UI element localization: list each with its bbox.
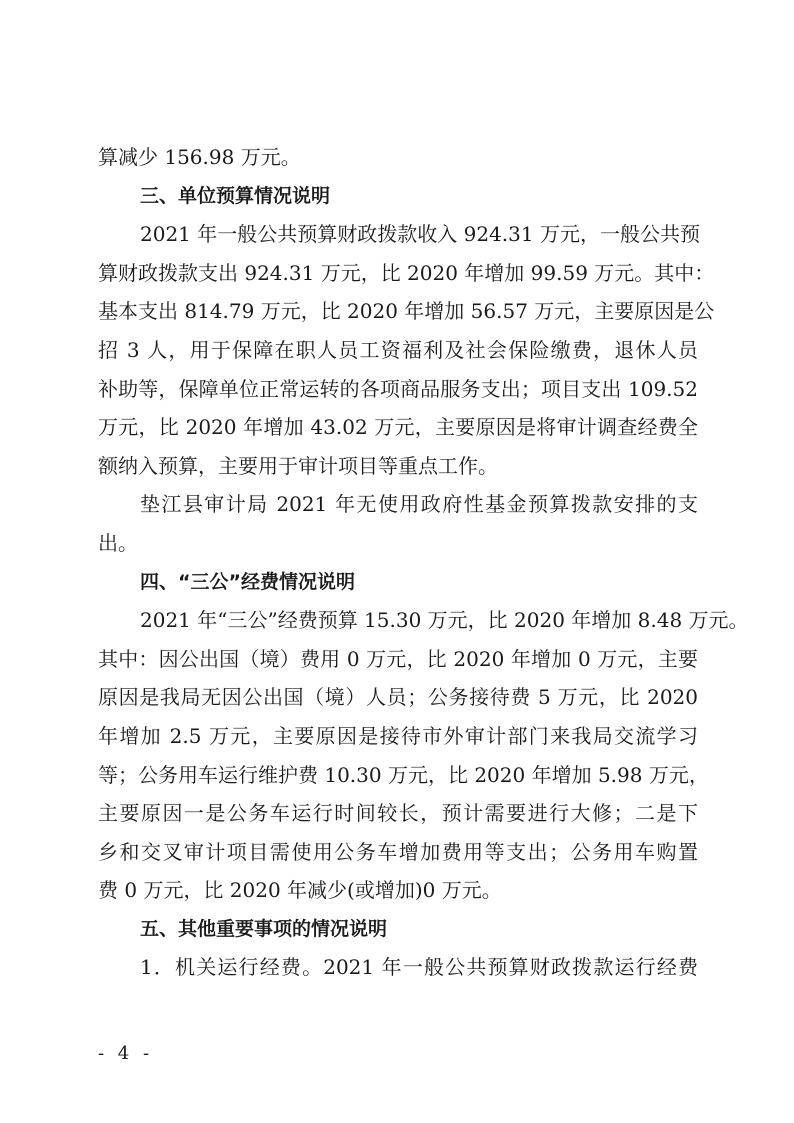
text-line: 原因是我局无因公出国（境）人员；公务接待费 5 万元，比 2020 — [98, 685, 698, 710]
text-line: 乡和交叉审计项目需使用公务车增加费用等支出；公务用车购置 — [98, 839, 698, 864]
section-heading: 五、其他重要事项的情况说明 — [140, 917, 388, 940]
page-number: - 4 - — [98, 1043, 154, 1064]
text-line: 等；公务用车运行维护费 10.30 万元，比 2020 年增加 5.98 万元， — [98, 762, 709, 787]
text-line: 垫江县审计局 2021 年无使用政府性基金预算拨款安排的支 — [140, 492, 698, 517]
text-line: 2021 年“三公”经费预算 15.30 万元，比 2020 年增加 8.48 万元。 — [140, 608, 749, 633]
text-line: 招 3 人，用于保障在职人员工资福利及社会保险缴费，退休人员 — [98, 337, 698, 362]
text-line: 2021 年一般公共预算财政拨款收入 924.31 万元，一般公共预 — [140, 222, 700, 247]
document-page — [98, 138, 749, 987]
text-line: 其中：因公出国（境）费用 0 万元，比 2020 年增加 0 万元，主要 — [98, 646, 698, 671]
text-line: 1．机关运行经费。2021 年一般公共预算财政拨款运行经费 — [140, 955, 698, 980]
text-line: 算减少 156.98 万元。 — [98, 145, 301, 169]
text-line: 算财政拨款支出 924.31 万元，比 2020 年增加 99.59 万元。其中： — [98, 260, 715, 285]
text-line: 补助等，保障单位正常运转的各项商品服务支出；项目支出 109.52 — [98, 376, 698, 401]
section-heading: 三、单位预算情况说明 — [140, 184, 331, 207]
text-line: 主要原因一是公务车运行时间较长，预计需要进行大修；二是下 — [98, 801, 698, 826]
text-line: 额纳入预算，主要用于审计项目等重点工作。 — [98, 453, 498, 478]
text-line: 费 0 万元，比 2020 年减少(或增加)0 万元。 — [98, 878, 502, 903]
text-line: 出。 — [98, 530, 138, 555]
text-line: 万元，比 2020 年增加 43.02 万元，主要原因是将审计调查经费全 — [98, 415, 698, 440]
text-line: 年增加 2.5 万元，主要原因是接待市外审计部门来我局交流学习 — [98, 723, 698, 748]
text-line: 基本支出 814.79 万元，比 2020 年增加 56.57 万元，主要原因是公 — [98, 299, 715, 324]
section-heading: 四、“三公”经费情况说明 — [140, 570, 355, 593]
